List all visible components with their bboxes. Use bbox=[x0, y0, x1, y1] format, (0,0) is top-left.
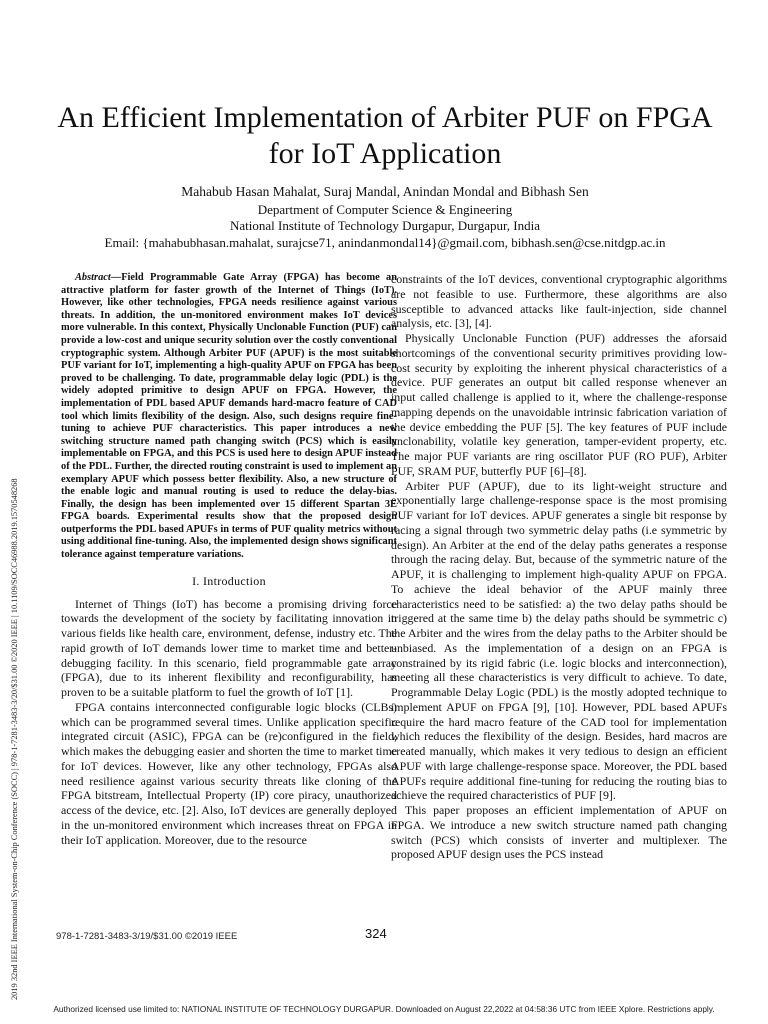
author-block bbox=[40, 184, 730, 251]
section-heading-introduction: I. Introduction bbox=[192, 573, 266, 588]
author-names: Mahabub Hasan Mahalat, Suraj Mandal, Anindan Mondal and Bibhash Sen bbox=[181, 184, 589, 199]
author-email: Email: {mahabubhasan.mahalat, surajcse71, anindanmondal14}@gmail.com, bibhash.sen@cse.nitdgp.ac.in bbox=[104, 234, 666, 250]
body-paragraph: Physically Unclonable Function (PUF) addresses the aforsaid shortcomings of the conventional security primitives providing low-cost security by exploiting the inherent physical characteristics of a device. PUF generates an output bit called response whenever an input called challenge is applied to it, where the challenge-response mapping depends on the unavoidable intrinsic fabrication variation of the device embedding the PUF [5]. The key features of PUF include unclonability, volatile key generation, tamper-evident property, etc. The major PUF variants are ring oscillator PUF (RO PUF), Arbiter PUF, SRAM PUF, butterfly PUF [6]–[8]. bbox=[391, 331, 727, 478]
body-paragraph: This paper proposes an efficient implementation of APUF on FPGA. We introduce a new switch structure named path changing switch (PCS) which consists of inverter and multiplexer. The proposed APUF design uses the PCS instead bbox=[391, 803, 727, 862]
intro-paragraph: FPGA contains interconnected configurable logic blocks (CLBs) which can be programmed several times. Unlike application specific integrated circuit (ASIC), FPGA can be (re)configured in the field, which makes the debugging easier and shorten the time to market time for IoT devices. However, like any other technology, FPGAs also need resilience against various security threats like cloning of the FPGA bitstream, Intellectual Property (IP) core piracy, unauthorized access of the device, etc. [2]. Also, IoT devices are generally deployed in the un-monitored environment which increases threat on FPGA in their IoT application. Moreover, due to the resource bbox=[61, 699, 397, 847]
side-note-text: 2019 32nd IEEE International System-on-Chip Conference (SOCC) | 978-1-7281-3483-3/20/$31.00 ©2020 IEEE | 10.1109/SOCC46988.2019.1570548268 bbox=[10, 478, 19, 1000]
author-department: Department of Computer Science & Engineering bbox=[257, 201, 513, 217]
paper-title: An Efficient Implementation of Arbiter PUF on FPGA for IoT Application bbox=[57, 101, 713, 170]
abstract bbox=[61, 272, 397, 562]
conference-side-note bbox=[8, 220, 22, 1000]
abstract-text: —Field Programmable Gate Array (FPGA) has become an attractive platform for faster growth of the Internet of Things (IoT). However, like other technologies, FPGA needs resilience against various threats. In addition, the un-monitored environment makes IoT devices more vulnerable. In this context, Physically Unclonable Function (PUF) can provide a low-cost and unique security solution over the costly conventional cryptographic system. Although Arbiter PUF (APUF) is the most suitable PUF variant for IoT, implementing a high-quality APUF on FPGA has been proved to be challenging. To date, programmable delay logic (PDL) is the widely adopted primitive to design APUF on FPGA. However, the implementation of PDL based APUF demands hard-macro feature of CAD tool which limits flexibility of the design. Also, such designs require fine-tuning to achieve PUF characteristics. This paper introduces a new switching structure named path changing switch (PCS) which is easily implementable on FPGA, and this PCS is used here to design APUF instead of the PDL. Further, the directed routing constraint is used to implement an exemplary APUF which possess better flexibility. Also, a new structure of the enable logic and manual routing is used to reduce the delay-bias. Finally, the design has been implemented over 15 different Spartan 3E FPGA boards. Experimental results show that the proposed design outperforms the PDL based APUFs in terms of PUF quality metrics without using additional fine-tuning. Also, the implemented design shows significant tolerance against temperature variations. bbox=[61, 272, 397, 561]
page-number: 324 bbox=[365, 926, 387, 941]
footer-isbn: 978-1-7281-3483-3/19/$31.00 ©2019 IEEE bbox=[56, 931, 238, 942]
abstract-lead: Abstract bbox=[75, 272, 111, 283]
license-notice: Authorized licensed use limited to: NATIONAL INSTITUTE OF TECHNOLOGY DURGAPUR. Downloaded on August 22,2022 at 04:58:36 UTC from IEEE Xplore. Restrictions apply. bbox=[53, 1004, 715, 1014]
intro-paragraph: Internet of Things (IoT) has become a promising driving force towards the development of the society by facilitating innovation in various fields like health care, environment, defense, industry etc. The rapid growth of IoT demands lower time to market time and better-debugging facility. In this scenario, field programmable gate array (FPGA), due to its inherent flexibility and reconfigurability, has proven to be a suitable platform to fuel the growth of IoT [1]. bbox=[61, 596, 397, 700]
body-paragraph: constraints of the IoT devices, conventional cryptographic algorithms are not feasible to use. Furthermore, these algorithms are also susceptible to advanced attacks like fault-injection, side channel analysis, etc. [3], [4]. bbox=[391, 272, 727, 331]
right-column bbox=[391, 272, 727, 862]
author-institute: National Institute of Technology Durgapur, Durgapur, India bbox=[230, 218, 540, 233]
left-column bbox=[61, 272, 397, 847]
body-paragraph: Arbiter PUF (APUF), due to its light-weight structure and exponentially large challenge-response space is the most promising PUF variant for IoT devices. APUF generates a single bit response by racing a signal through two symmetric delay paths (i.e symmetric by design). An Arbiter at the end of the delay paths generates a response through the racing delay. But, because of the symmetric nature of the APUF, it is challenging to implement high-quality APUF on FPGA. To achieve the ideal behavior of the APUF mainly three characteristics need to be satisfied: a) the two delay paths should be triggered at the same time b) the delay paths should be symmetric c) the Arbiter and the wires from the delay paths to the Arbiter should be unbiased. As the implementation of a design on an FPGA is constrained by its rigid fabric (i.e. logic blocks and interconnection), meeting all these characteristics is very difficult to achieve. To date, Programmable Delay Logic (PDL) is the mostly adopted technique to implement APUF on FPGA [9], [10]. However, PDL based APUFs require the hard macro feature of the CAD tool for implementation which reduces the flexibility of the design. Besides, hard macros are created manually, which makes it very tedious to design an efficient APUF with large challenge-response space. Moreover, the PDL based APUFs require additional fine-tuning for reducing the routing bias to achieve the required characteristics of PUF [9]. bbox=[391, 478, 727, 803]
